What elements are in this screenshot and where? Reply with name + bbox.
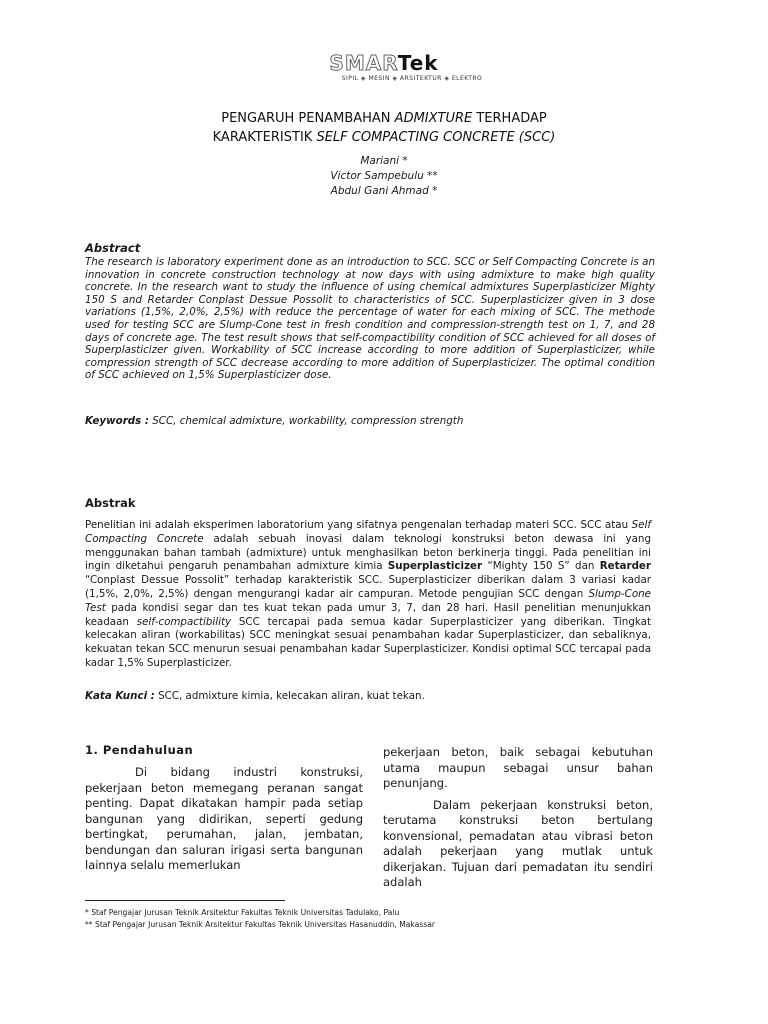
intro-left-paragraph: Di bidang industri konstruksi, pekerjaan beton memegang peranan sangat penting. Dapat dikatakan hampir pada setiap bangunan yang didirikan, seperti gedung bertingkat, perumahan, jalan, jembatan, bendungan dan saluran irigasi serta bangunan lainnya selalu memerlukan [85,765,363,872]
logo-tagline: SIPIL ◈ MESIN ◈ ARSITEKTUR ◈ ELEKTRO [341,75,483,82]
abstrak-heading: Abstrak [85,496,136,510]
author-2: Victor Sampebulu ** [330,170,438,182]
footnote-divider [85,900,285,901]
abstrak-body: Penelitian ini adalah eksperimen laboratorium yang sifatnya pengenalan terhadap materi SCC. SCC atau Self Compacting Concrete adalah sebuah inovasi dalam teknologi konstruksi beton dewasa ini yang menggunakan bahan tambah (admixture) untuk menghasilkan beton berkinerja tinggi. Pada penelitian ini ingin diketahui pengaruh penambahan admixture kimia Superplasticizer “Mighty 150 S” dan Retarder “Conplast Dessue Possolit” terhadap karakteristik SCC. Superplasticizer diberikan dalam 3 variasi kadar (1,5%, 2,0%, 2,5%) dengan mengurangi kadar air campuran. Metode pengujian SCC dengan Slump-Cone Test pada kondisi segar dan tes kuat tekan pada umur 3, 7, dan 28 hari. Hasil penelitian menunjukkan keadaan self-compactibility SCC tercapai pada semua kadar Superplasticizer yang diberikan. Tingkat kelecakan aliran (workabilitas) SCC meningkat sesuai penambahan kadar Superplasticizer, dan sebaliknya, kekuatan tekan SCC menurun sesuai penambahan kadar Superplasticizer. Kondisi optimal SCC tercapai pada kadar 1,5% Superplasticizer. [85,519,651,669]
paper-title [0,109,768,147]
author-1: Mariani * [360,155,408,167]
footnote-2: ** Staf Pengajar Jurusan Teknik Arsitektur Fakultas Teknik Universitas Hasanuddin, Makassar [85,920,436,929]
keywords-line [85,415,655,427]
journal-logo [0,52,768,82]
intro-right-paragraph-1: pekerjaan beton, baik sebagai kebutuhan utama maupun sebagai unsur bahan penunjang. [383,745,653,790]
logo-solid-text: Tek [397,51,439,75]
kata-kunci-line [85,690,655,702]
keywords-label: Keywords : [85,415,149,427]
author-3: Abdul Gani Ahmad * [330,185,438,197]
kata-kunci-label: Kata Kunci : [85,690,155,702]
kata-kunci-values: SCC, admixture kimia, kelecakan aliran, kuat tekan. [154,690,425,702]
logo-outline-text: SMAR [329,51,398,75]
abstract-body: The research is laboratory experiment done as an introduction to SCC. SCC or Self Compacting Concrete is an innovation in concrete construction technology at now days with using admixture to make high quality concrete. In the research want to study the influence of using chemical admixtures Superplasticizer Mighty 150 S and Retarder Conplast Dessue Possolit to characteristics of SCC. Superplasticizer given in 3 dose variations (1,5%, 2,0%, 2,5%) with reduce the percentage of water for each mixing of SCC. The methode used for testing SCC are Slump-Cone test in fresh condition and compression-strength test on 1, 7, and 28 days of concrete age. The test result shows that self-compactibility condition of SCC achieved for all doses of Superplasticizer given. Workability of SCC increase according to more addition of Superplasticizer, while compression strength of SCC decrease according to more addition of Superplasticizer. The optimal condition of SCC achieved on 1,5% Superplasticizer dose. [85,256,655,382]
author-list [0,154,768,199]
keywords-values: SCC, chemical admixture, workability, compression strength [148,415,464,427]
title-line-2: KARAKTERISTIK SELF COMPACTING CONCRETE (SCC) [212,130,556,145]
intro-right-column [383,745,653,891]
footnote-1: * Staf Pengajar Jurusan Teknik Arsitektur Fakultas Teknik Universitas Tadulako, Palu [85,908,400,917]
title-line-1: PENGARUH PENAMBAHAN ADMIXTURE TERHADAP [221,111,547,126]
abstract-heading: Abstract [85,241,141,255]
intro-right-paragraph-2: Dalam pekerjaan konstruksi beton, terutama konstruksi beton bertulang konvensional, pemadatan atau vibrasi beton adalah pekerjaan yang mutlak untuk dikerjakan. Tujuan dari pemadatan itu sendiri adalah [383,797,653,889]
intro-heading: 1. Pendahuluan [85,743,194,757]
